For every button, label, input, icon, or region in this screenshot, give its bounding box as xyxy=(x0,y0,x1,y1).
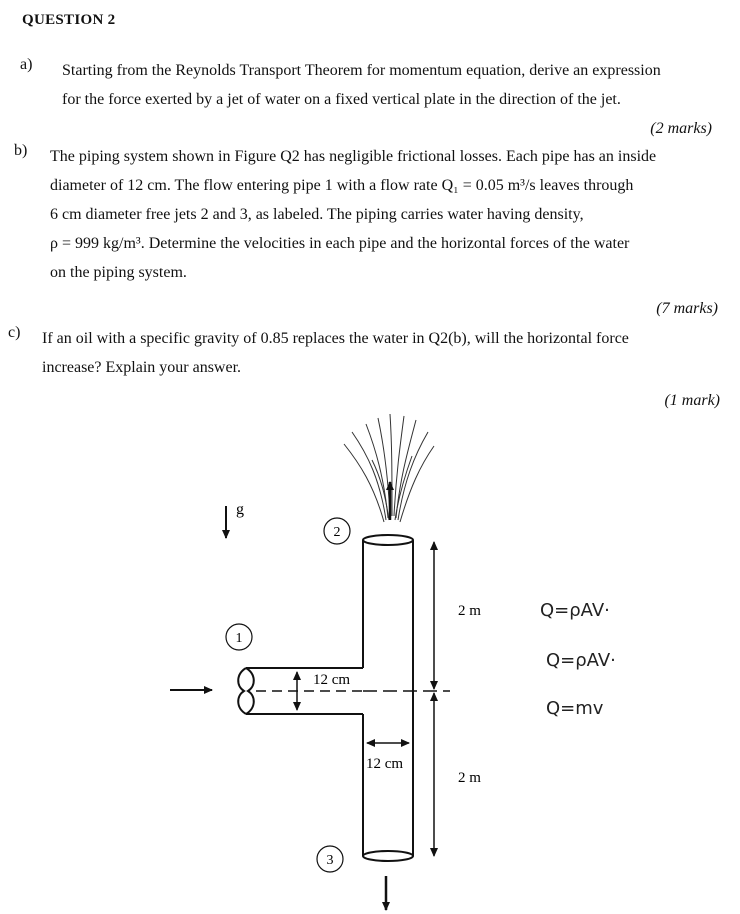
inlet-diameter-label: 12 cm xyxy=(313,672,351,688)
part-b-line-3: 6 cm diameter free jets 2 and 3, as labeled. The piping carries water having density, xyxy=(50,206,584,223)
part-b-line-2: diameter of 12 cm. The flow entering pipe 1 with a flow rate Q₁ = 0.05 m³/s leaves through xyxy=(50,177,634,194)
vertical-pipe xyxy=(363,535,413,861)
node-2-label: 2 xyxy=(333,525,341,540)
gravity-label: g xyxy=(236,501,244,518)
part-b-line-4: ρ = 999 kg/m³. Determine the velocities in each pipe and the horizontal forces of the water xyxy=(50,235,630,252)
part-b-label: b) xyxy=(14,142,28,159)
part-a-line-1: Starting from the Reynolds Transport Theorem for momentum equation, derive an expression xyxy=(62,62,661,79)
part-c-text xyxy=(42,324,722,382)
part-a-marks: (2 marks) xyxy=(650,120,712,137)
node-1-label: 1 xyxy=(235,631,243,646)
part-c-line-1: If an oil with a specific gravity of 0.85 replaces the water in Q2(b), will the horizontal force xyxy=(42,330,629,347)
part-c-line-2: increase? Explain your answer. xyxy=(42,359,242,376)
part-b-line-1: The piping system shown in Figure Q2 has negligible frictional losses. Each pipe has an inside xyxy=(50,148,657,165)
part-c-label: c) xyxy=(8,324,21,341)
node-3-label: 3 xyxy=(326,853,334,868)
part-a-line-2: for the force exerted by a jet of water on a fixed vertical plate in the direction of the jet. xyxy=(62,91,621,108)
handwritten-note-2: Q=ρAV· xyxy=(546,650,616,671)
handwritten-note-3: Q=mv xyxy=(546,698,604,719)
figure-q2 xyxy=(0,400,740,914)
part-b-text xyxy=(50,142,722,287)
handwritten-note-1: Q=ρAV· xyxy=(540,600,610,621)
part-c-marks: (1 mark) xyxy=(664,392,720,409)
part-a-text xyxy=(62,56,722,114)
question-title: QUESTION 2 xyxy=(22,12,116,28)
part-b-marks: (7 marks) xyxy=(656,300,718,317)
upper-length-label: 2 m xyxy=(458,603,481,619)
part-b-line-5: on the piping system. xyxy=(50,264,187,281)
part-a-label: a) xyxy=(20,56,33,73)
lower-length-label: 2 m xyxy=(458,770,481,786)
pipe-diameter-label: 12 cm xyxy=(366,756,404,772)
